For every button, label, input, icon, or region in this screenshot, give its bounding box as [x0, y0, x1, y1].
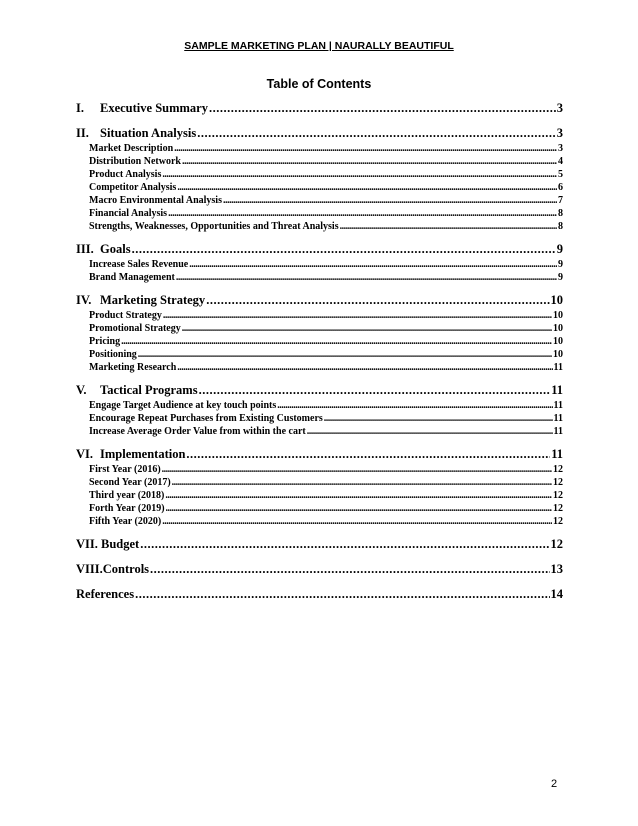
section-number: IV. [76, 293, 92, 307]
page-ref: 11 [551, 383, 563, 397]
toc-subentry[interactable] [76, 335, 563, 348]
dot-leader [177, 361, 552, 374]
toc-entry[interactable] [76, 536, 563, 553]
toc-section [76, 382, 563, 438]
dot-leader [223, 194, 557, 207]
toc-subentry[interactable] [76, 258, 563, 271]
page-ref: 11 [553, 413, 563, 424]
page-ref: 10 [553, 310, 563, 321]
toc-subentry[interactable] [76, 476, 563, 489]
toc-subentry[interactable] [76, 142, 563, 155]
subsection-title: Financial Analysis [89, 208, 168, 219]
section-number: I. [76, 101, 84, 115]
subsection-title: Positioning [89, 349, 137, 360]
dot-leader [166, 502, 552, 515]
toc-subentry[interactable] [76, 168, 563, 181]
dot-leader [324, 412, 553, 425]
page-ref: 11 [553, 362, 563, 373]
toc-subentry[interactable] [76, 271, 563, 284]
toc-section [76, 586, 563, 603]
toc-subentry[interactable] [76, 399, 563, 412]
page-ref: 7 [558, 195, 563, 206]
page-ref: 12 [553, 464, 563, 475]
toc-title: Table of Contents [266, 77, 372, 91]
running-header: SAMPLE MARKETING PLAN | NAURALLY BEAUTIFUL [184, 40, 454, 52]
page-ref: 4 [558, 156, 563, 167]
toc-subentry[interactable] [76, 322, 563, 335]
subsection-title: First Year (2016) [89, 464, 161, 475]
toc-subentry[interactable] [76, 309, 563, 322]
dot-leader [186, 446, 550, 463]
section-number: VI. [76, 447, 94, 461]
dot-leader [197, 125, 556, 142]
subsection-title: Distribution Network [89, 156, 181, 167]
toc-subentry[interactable] [76, 425, 563, 438]
page-ref: 3 [556, 101, 563, 115]
page-ref: 3 [558, 143, 563, 154]
toc-entry[interactable] [76, 446, 563, 463]
section-title: References [76, 587, 135, 601]
section-number: III. [76, 242, 94, 256]
subsection-title: Macro Environmental Analysis [89, 195, 222, 206]
subsection-title: Increase Average Order Value from within the cart [89, 426, 306, 437]
toc-subentry[interactable] [76, 463, 563, 476]
toc-subentry[interactable] [76, 515, 563, 528]
section-title: Executive Summary [100, 101, 208, 115]
subsection-title: Brand Management [89, 272, 175, 283]
page-ref: 10 [553, 336, 563, 347]
toc-subentry[interactable] [76, 181, 563, 194]
page-ref: 8 [558, 208, 563, 219]
toc-subentry[interactable] [76, 361, 563, 374]
toc-entry[interactable] [76, 382, 563, 399]
page-ref: 12 [550, 537, 563, 551]
dot-leader [138, 348, 552, 361]
subsection-title: Market Description [89, 143, 174, 154]
page-ref: 10 [550, 293, 563, 307]
subsection-title: Marketing Research [89, 362, 177, 373]
page-ref: 9 [558, 272, 563, 283]
dot-leader [165, 489, 552, 502]
section-title: VII. Budget [76, 537, 140, 551]
page-ref: 5 [558, 169, 563, 180]
dot-leader [162, 168, 557, 181]
subsection-title: Promotional Strategy [89, 323, 181, 334]
section-title: Marketing Strategy [100, 293, 206, 307]
page-ref: 12 [553, 503, 563, 514]
subsection-title: Encourage Repeat Purchases from Existing Customers [89, 413, 323, 424]
toc-entry[interactable] [76, 292, 563, 309]
toc-entry[interactable] [76, 125, 563, 142]
toc-entry[interactable] [76, 561, 563, 578]
toc-section [76, 100, 563, 117]
dot-leader [150, 561, 549, 578]
subsection-title: Second Year (2017) [89, 477, 171, 488]
page-ref: 12 [553, 516, 563, 527]
toc-section [76, 241, 563, 284]
dot-leader [209, 100, 556, 117]
page-ref: 14 [550, 587, 563, 601]
page-ref: 11 [553, 400, 563, 411]
toc-entry[interactable] [76, 586, 563, 603]
page-ref: 8 [558, 221, 563, 232]
page-ref: 12 [553, 477, 563, 488]
page-ref: 9 [556, 242, 563, 256]
dot-leader [172, 476, 552, 489]
toc-subentry[interactable] [76, 207, 563, 220]
section-title: VIII.Controls [76, 562, 150, 576]
page-ref: 12 [553, 490, 563, 501]
dot-leader [199, 382, 551, 399]
page-ref: 11 [553, 426, 563, 437]
dot-leader [277, 399, 552, 412]
page-ref: 6 [558, 182, 563, 193]
toc-subentry[interactable] [76, 220, 563, 233]
dot-leader [135, 586, 549, 603]
dot-leader [162, 515, 552, 528]
subsection-title: Pricing [89, 336, 121, 347]
table-of-contents [76, 100, 563, 603]
toc-section [76, 446, 563, 528]
toc-section [76, 125, 563, 233]
dot-leader [140, 536, 549, 553]
dot-leader [121, 335, 552, 348]
toc-entry[interactable] [76, 100, 563, 117]
dot-leader [182, 322, 552, 335]
subsection-title: Forth Year (2019) [89, 503, 165, 514]
section-number: V. [76, 383, 87, 397]
dot-leader [189, 258, 557, 271]
section-title: Tactical Programs [100, 383, 198, 397]
page-ref: 9 [558, 259, 563, 270]
toc-subentry[interactable] [76, 502, 563, 515]
dot-leader [132, 241, 556, 258]
page-ref: 10 [553, 349, 563, 360]
toc-subentry[interactable] [76, 194, 563, 207]
toc-subentry[interactable] [76, 348, 563, 361]
subsection-title: Third year (2018) [89, 490, 165, 501]
dot-leader [307, 425, 553, 438]
toc-subentry[interactable] [76, 155, 563, 168]
toc-section [76, 536, 563, 553]
section-title: Implementation [100, 447, 186, 461]
section-number: II. [76, 126, 89, 140]
subsection-title: Product Analysis [89, 169, 162, 180]
subsection-title: Product Strategy [89, 310, 162, 321]
subsection-title: Engage Target Audience at key touch points [89, 400, 277, 411]
dot-leader [182, 155, 557, 168]
dot-leader [340, 220, 557, 233]
subsection-title: Strengths, Weaknesses, Opportunities and Threat Analysis [89, 221, 339, 232]
section-title: Situation Analysis [100, 126, 197, 140]
section-title: Goals [100, 242, 131, 256]
dot-leader [206, 292, 549, 309]
page-ref: 10 [553, 323, 563, 334]
toc-section [76, 292, 563, 374]
subsection-title: Fifth Year (2020) [89, 516, 162, 527]
dot-leader [174, 142, 557, 155]
dot-leader [163, 309, 552, 322]
toc-section [76, 561, 563, 578]
toc-subentry[interactable] [76, 412, 563, 425]
page-ref: 3 [556, 126, 563, 140]
page-ref: 11 [551, 447, 563, 461]
toc-subentry[interactable] [76, 489, 563, 502]
subsection-title: Competitor Analysis [89, 182, 177, 193]
page-number: 2 [551, 778, 558, 790]
subsection-title: Increase Sales Revenue [89, 259, 189, 270]
page-ref: 13 [550, 562, 563, 576]
toc-entry[interactable] [76, 241, 563, 258]
dot-leader [177, 181, 557, 194]
dot-leader [168, 207, 557, 220]
dot-leader [162, 463, 552, 476]
dot-leader [176, 271, 557, 284]
